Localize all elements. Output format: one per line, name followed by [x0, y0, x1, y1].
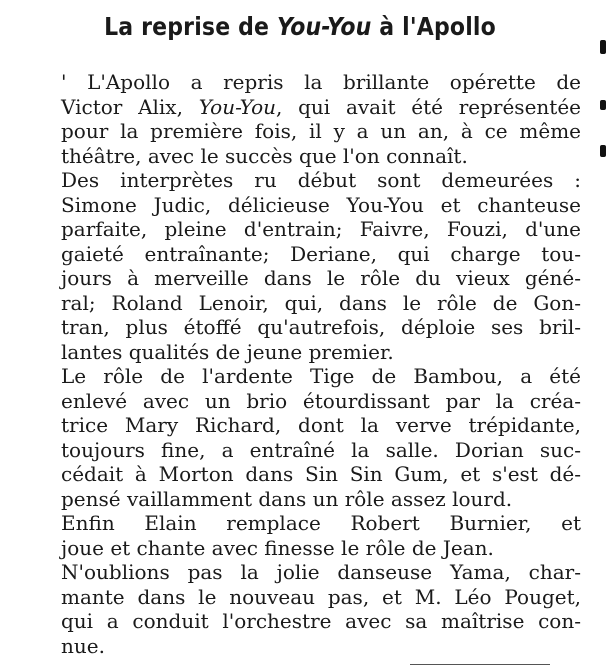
article-line: cédait à Morton dans Sin Sin Gum, et s'est dé- [61, 462, 581, 486]
article-line: joue et chante avec finesse le rôle de Jean. [61, 535, 494, 560]
gutter-mark [600, 40, 606, 54]
line-text: Victor Alix, [61, 94, 199, 119]
article-line: Enfin Elain remplace Robert Burnier, et [61, 511, 581, 535]
title-text-before: La reprise de [104, 12, 277, 41]
article-line: tran, plus étoffé qu'autrefois, déploie ses bril- [61, 315, 581, 339]
article-line: Des interprètes ru début sont demeurées : [61, 168, 581, 192]
article-line: ' L'Apollo a repris la brillante opérette de [61, 70, 581, 94]
article-line: enlevé avec un brio étourdissant par la créa- [61, 388, 581, 413]
article-body [61, 70, 581, 658]
line-text: , qui avait été représentée [276, 94, 581, 119]
bottom-rule [410, 664, 550, 665]
article-line: Le rôle de l'ardente Tige de Bambou, a été [61, 364, 581, 388]
article-line: pensé vaillamment dans un rôle assez lourd. [61, 486, 513, 511]
gutter-mark [600, 100, 606, 110]
line-italic-text: You-You [198, 94, 277, 119]
article-line: toujours fine, a entraîné la salle. Dorian suc- [61, 437, 581, 462]
article-line: trice Mary Richard, dont la verve trépidante, [61, 413, 581, 437]
article-line: gaieté entraînante; Deriane, qui charge tou- [61, 241, 581, 266]
article-line: pour la première fois, il y a un an, à ce même [61, 119, 581, 143]
article-line: N'oublions pas la jolie danseuse Yama, char- [61, 560, 581, 584]
article-line: qui a conduit l'orchestre avec sa maîtrise con- [61, 609, 581, 633]
article-line: nue. [61, 633, 105, 658]
article-line: parfaite, pleine d'entrain; Faivre, Fouzi, d'une [61, 217, 581, 241]
article-line: lantes qualités de jeune premier. [61, 339, 394, 364]
article-line: mante dans le nouveau pas, et M. Léo Pouget, [61, 584, 581, 609]
gutter-mark [600, 145, 606, 157]
article-line: ral; Roland Lenoir, qui, dans le rôle de Gon- [61, 290, 581, 315]
article-line: théâtre, avec le succès que l'on connaît. [61, 143, 468, 168]
article-line [61, 95, 581, 120]
article-title [36, 12, 564, 41]
article-line: Simone Judic, délicieuse You-You et chanteuse [61, 192, 581, 217]
title-text-after: à l'Apollo [371, 12, 496, 41]
article-line: jours à merveille dans le rôle du vieux géné- [61, 266, 581, 290]
title-text-italic: You-You [276, 12, 372, 41]
